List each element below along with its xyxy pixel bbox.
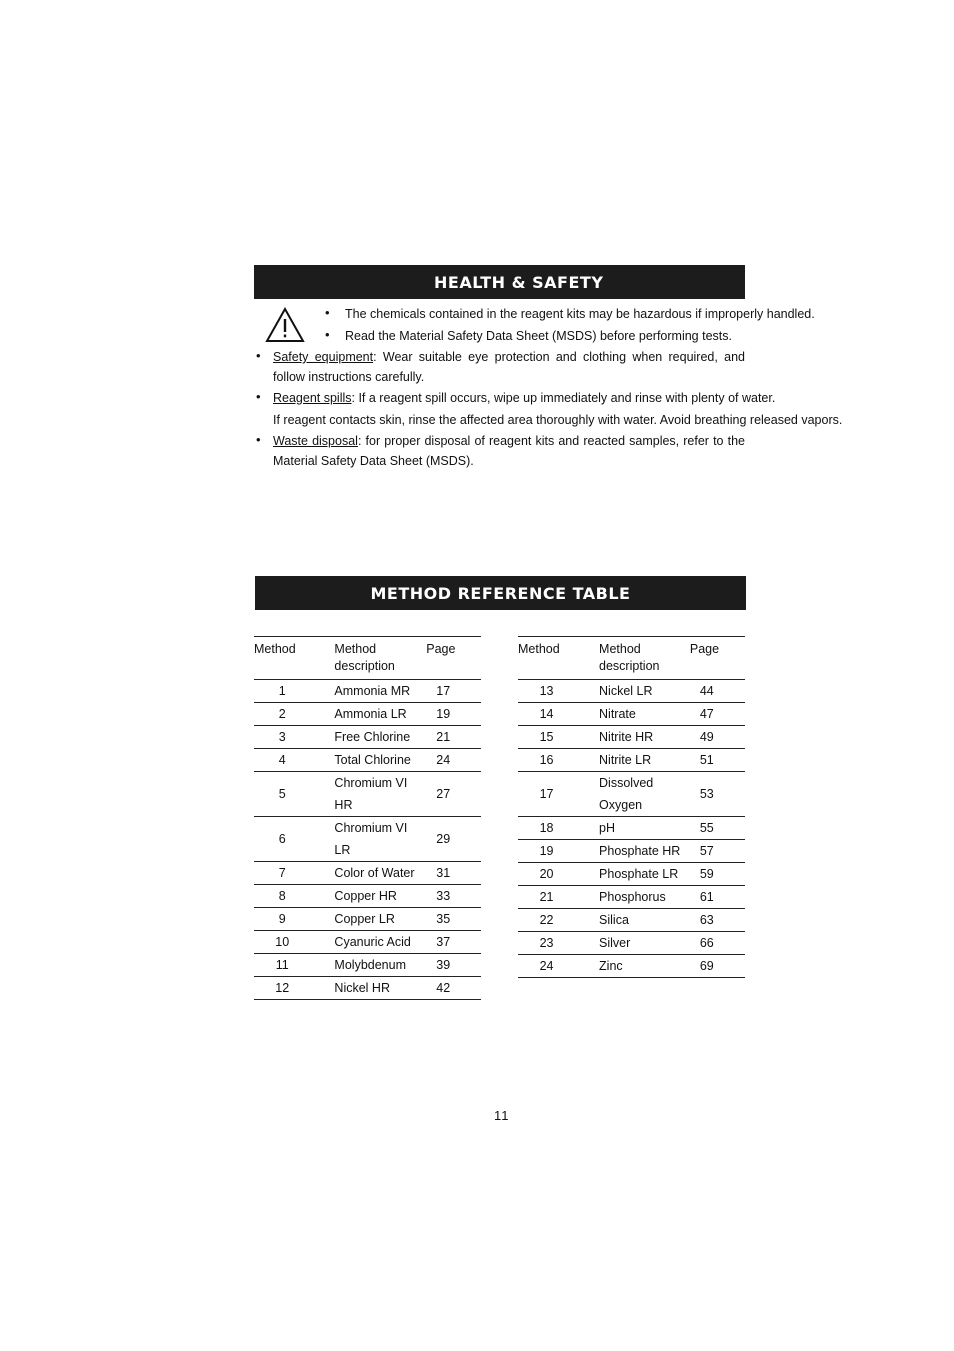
- method-page: 44: [690, 680, 745, 703]
- method-page: 37: [426, 931, 481, 954]
- method-description: Color of Water: [334, 862, 426, 885]
- method-description: Zinc: [599, 955, 690, 978]
- warning-triangle-icon: [265, 307, 305, 343]
- reagent-spills-item: [273, 390, 775, 406]
- table-row: [518, 703, 745, 726]
- waste-disposal-text: : for proper disposal of reagent kits and reacted samples, refer to the Material Safety Data Sheet (MSDS).: [273, 434, 745, 468]
- table-row: [518, 863, 745, 886]
- method-number: 11: [254, 954, 334, 977]
- table-row: [518, 955, 745, 978]
- column-header-description: Method description: [334, 637, 426, 680]
- table-row: [518, 840, 745, 863]
- table-row: [254, 977, 481, 1000]
- table-row: [254, 703, 481, 726]
- method-number: 12: [254, 977, 334, 1000]
- method-page: 42: [426, 977, 481, 1000]
- page-number: 11: [494, 1108, 510, 1123]
- column-header-method: Method: [254, 637, 334, 680]
- method-page: 24: [426, 749, 481, 772]
- column-header-page: Page: [690, 637, 745, 680]
- method-page: 39: [426, 954, 481, 977]
- method-number: 6: [254, 817, 334, 862]
- method-page: 51: [690, 749, 745, 772]
- table-row: [518, 909, 745, 932]
- table-row: [254, 885, 481, 908]
- method-number: 10: [254, 931, 334, 954]
- method-description: Ammonia MR: [334, 680, 426, 703]
- method-page: 35: [426, 908, 481, 931]
- safety-equipment-text: : Wear suitable eye protection and clothing when required, and follow instructions carefully.: [273, 350, 745, 384]
- method-number: 18: [518, 817, 599, 840]
- reagent-spills-text-2: If reagent contacts skin, rinse the affected area thoroughly with water. Avoid breathing released vapors.: [273, 413, 843, 427]
- method-number: 23: [518, 932, 599, 955]
- method-table-right: [518, 636, 745, 978]
- method-page: 19: [426, 703, 481, 726]
- column-header-method: Method: [518, 637, 599, 680]
- safety-equipment-label: Safety equipment: [273, 350, 374, 364]
- method-page: 17: [426, 680, 481, 703]
- method-description: Phosphorus: [599, 886, 690, 909]
- table-header-row: [254, 637, 481, 680]
- waste-disposal-item: [273, 431, 745, 471]
- reagent-spills-text: : If a reagent spill occurs, wipe up immediately and rinse with plenty of water.: [351, 391, 776, 405]
- method-number: 13: [518, 680, 599, 703]
- method-page: 47: [690, 703, 745, 726]
- bullet-dot: •: [256, 348, 261, 363]
- table-row: [254, 908, 481, 931]
- method-number: 15: [518, 726, 599, 749]
- method-number: 19: [518, 840, 599, 863]
- method-description: Nitrate: [599, 703, 690, 726]
- warn-bullet-2: Read the Material Safety Data Sheet (MSDS) before performing tests.: [345, 329, 732, 343]
- method-number: 1: [254, 680, 334, 703]
- bullet-dot: •: [256, 389, 261, 404]
- bullet-dot: •: [325, 305, 330, 320]
- method-table-title: METHOD REFERENCE TABLE: [370, 583, 631, 603]
- method-page: 21: [426, 726, 481, 749]
- method-number: 20: [518, 863, 599, 886]
- method-number: 2: [254, 703, 334, 726]
- method-number: 9: [254, 908, 334, 931]
- method-page: 31: [426, 862, 481, 885]
- method-description: Dissolved Oxygen: [599, 772, 690, 817]
- method-description: Silver: [599, 932, 690, 955]
- table-row: [518, 749, 745, 772]
- method-description: Nickel LR: [599, 680, 690, 703]
- table-row: [518, 932, 745, 955]
- method-page: 53: [690, 772, 745, 817]
- method-number: 3: [254, 726, 334, 749]
- method-number: 22: [518, 909, 599, 932]
- method-table-header: [255, 576, 746, 610]
- table-row: [254, 772, 481, 817]
- method-description: pH: [599, 817, 690, 840]
- method-page: 55: [690, 817, 745, 840]
- method-description: Chromium VI HR: [334, 772, 426, 817]
- table-row: [518, 726, 745, 749]
- table-row: [518, 772, 745, 817]
- method-table-left: [254, 636, 481, 1000]
- method-description: Nitrite LR: [599, 749, 690, 772]
- table-row: [254, 931, 481, 954]
- method-description: Phosphate LR: [599, 863, 690, 886]
- method-description: Phosphate HR: [599, 840, 690, 863]
- safety-equipment-item: [273, 347, 745, 387]
- table-row: [518, 680, 745, 703]
- method-description: Free Chlorine: [334, 726, 426, 749]
- table-header-row: [518, 637, 745, 680]
- column-header-description: Method description: [599, 637, 690, 680]
- method-number: 24: [518, 955, 599, 978]
- method-description: Molybdenum: [334, 954, 426, 977]
- method-number: 16: [518, 749, 599, 772]
- method-description: Nitrite HR: [599, 726, 690, 749]
- method-number: 14: [518, 703, 599, 726]
- method-description: Ammonia LR: [334, 703, 426, 726]
- method-number: 4: [254, 749, 334, 772]
- method-page: 63: [690, 909, 745, 932]
- method-page: 29: [426, 817, 481, 862]
- table-row: [254, 954, 481, 977]
- method-number: 8: [254, 885, 334, 908]
- method-page: 49: [690, 726, 745, 749]
- method-page: 66: [690, 932, 745, 955]
- table-row: [254, 680, 481, 703]
- method-page: 57: [690, 840, 745, 863]
- method-page: 27: [426, 772, 481, 817]
- method-description: Nickel HR: [334, 977, 426, 1000]
- method-number: 5: [254, 772, 334, 817]
- table-row: [518, 886, 745, 909]
- method-description: Total Chlorine: [334, 749, 426, 772]
- column-header-page: Page: [426, 637, 481, 680]
- method-description: Silica: [599, 909, 690, 932]
- table-row: [518, 817, 745, 840]
- method-page: 69: [690, 955, 745, 978]
- method-description: Chromium VI LR: [334, 817, 426, 862]
- bullet-dot: •: [325, 327, 330, 342]
- method-number: 21: [518, 886, 599, 909]
- method-description: Copper LR: [334, 908, 426, 931]
- table-row: [254, 726, 481, 749]
- method-description: Copper HR: [334, 885, 426, 908]
- bullet-dot: •: [256, 432, 261, 447]
- table-row: [254, 862, 481, 885]
- warn-bullet-1: The chemicals contained in the reagent kits may be hazardous if improperly handled.: [345, 307, 815, 321]
- table-row: [254, 817, 481, 862]
- method-page: 61: [690, 886, 745, 909]
- method-number: 7: [254, 862, 334, 885]
- health-safety-header: [254, 265, 745, 299]
- table-row: [254, 749, 481, 772]
- method-description: Cyanuric Acid: [334, 931, 426, 954]
- method-number: 17: [518, 772, 599, 817]
- waste-disposal-label: Waste disposal: [273, 434, 358, 448]
- reagent-spills-label: Reagent spills: [273, 391, 352, 405]
- method-page: 59: [690, 863, 745, 886]
- method-page: 33: [426, 885, 481, 908]
- health-safety-title: HEALTH & SAFETY: [434, 272, 604, 292]
